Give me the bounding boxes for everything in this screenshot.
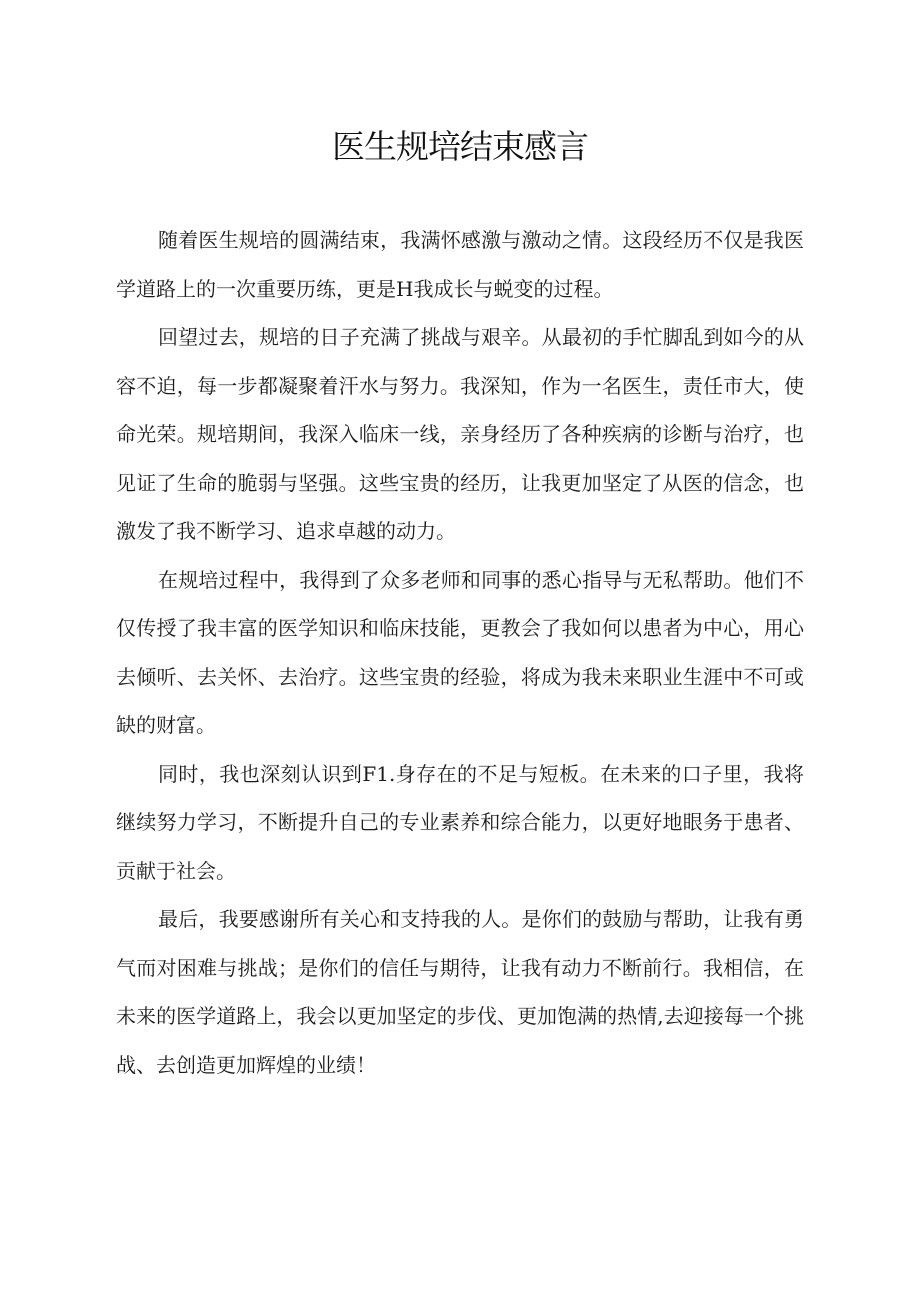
document-body xyxy=(116,216,804,1089)
paragraph-3: 在规培过程中，我得到了众多老师和同事的悉心指导与无私帮助。他们不仅传授了我丰富的医学知识和临床技能，更教会了我如何以患者为中心，用心去倾听、去关怀、去治疗。这些宝贵的经验，将成为我未来职业生涯中不可或缺的财富。 xyxy=(116,567,804,737)
paragraph-5: 最后，我要感谢所有关心和支持我的人。是你们的鼓励与帮助，让我有勇气而对困难与挑战；是你们的信任与期待，让我有动力不断前行。我相信，在未来的医学道路上，我会以更加坚定的步伐、更加饱满的热情,去迎接每一个挑战、去创造更加辉煌的业绩！ xyxy=(116,907,804,1077)
paragraph-2: 回望过去，规培的日子充满了挑战与艰辛。从最初的手忙脚乱到如今的从容不迫，每一步都凝聚着汗水与努力。我深知，作为一名医生，责任市大，使命光荣。规培期间，我深入临床一线，亲身经历了各种疾病的诊断与治疗，也见证了生命的脆弱与坚强。这些宝贵的经历，让我更加坚定了从医的信念，也激发了我不断学习、追求卓越的动力。 xyxy=(116,325,804,543)
paragraph-4: 同时，我也深刻认识到F1.身存在的不足与短板。在未来的口子里，我将继续努力学习，不断提升自己的专业素养和综合能力，以更好地眼务于患者、贡献于社会。 xyxy=(116,761,804,883)
page-title: 医生规培结束感言 xyxy=(332,127,588,166)
paragraph-1: 随着医生规培的圆满结束，我满怀感激与激动之情。这段经历不仅是我医学道路上的一次重要历练，更是H我成长与蜕变的过程。 xyxy=(116,228,804,301)
